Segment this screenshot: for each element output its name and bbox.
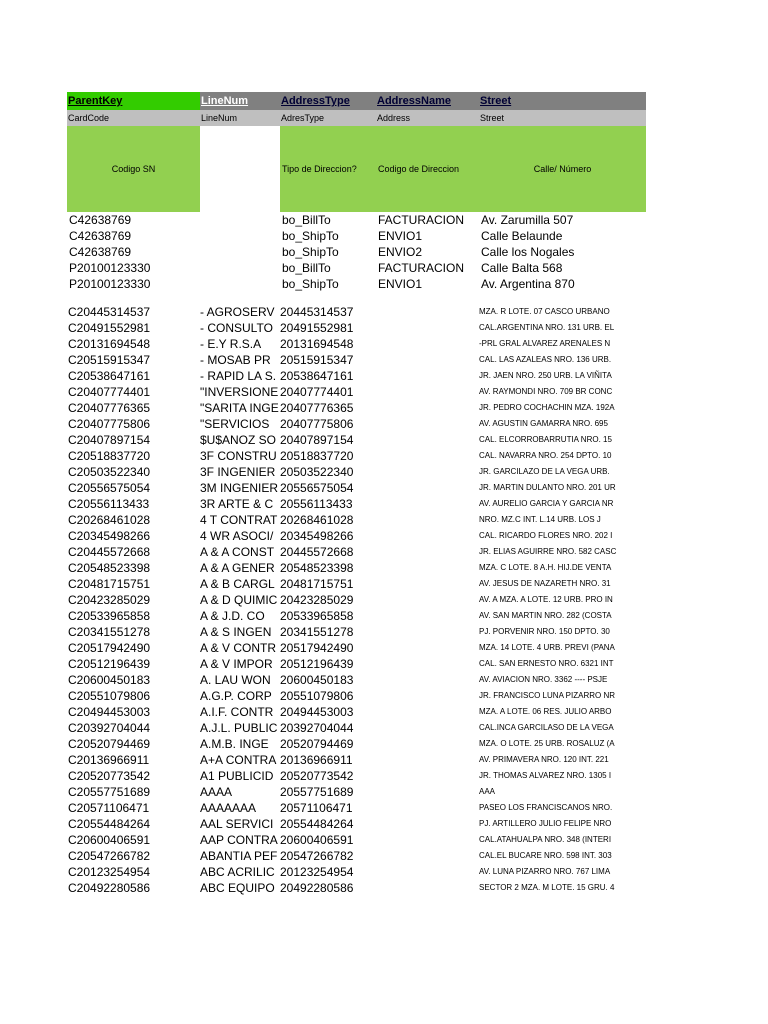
cell-ruc[interactable]: 20445314537 (280, 305, 354, 319)
cell-partner-name[interactable]: AAAAAAA (200, 801, 257, 815)
cell-cardcode[interactable]: C20554484264 (68, 817, 151, 831)
cell-street[interactable]: Av. Argentina 870 (481, 277, 575, 291)
cell-partner-name[interactable]: 4 T CONTRAT (200, 513, 278, 527)
cell-cardcode[interactable]: C20341551278 (68, 625, 151, 639)
cell-ruc[interactable]: 20557751689 (280, 785, 354, 799)
cell-addressname[interactable]: ENVIO1 (378, 277, 423, 291)
cell-ruc[interactable]: 20407897154 (280, 433, 354, 447)
cell-cardcode[interactable]: C20533965858 (68, 609, 151, 623)
cell-street[interactable]: CAL. RICARDO FLORES NRO. 202 I (479, 531, 613, 540)
cell-partner-name[interactable]: - MOSAB PR (200, 353, 271, 367)
address-rows (67, 212, 646, 292)
address-row (67, 276, 646, 292)
cell-partner-name[interactable]: A.I.F. CONTR (200, 705, 274, 719)
cell-street[interactable]: AV. AGUSTIN GAMARRA NRO. 695 (479, 419, 608, 428)
cell-cardcode[interactable]: C42638769 (69, 213, 132, 227)
table-row (67, 880, 646, 896)
cell-ruc[interactable]: 20503522340 (280, 465, 354, 479)
cell-cardcode[interactable]: C20445572668 (68, 545, 151, 559)
cell-partner-name[interactable]: AAL SERVICI (200, 817, 274, 831)
cell-street[interactable]: Calle Belaunde (481, 229, 563, 243)
table-row (67, 624, 646, 640)
address-row (67, 260, 646, 276)
cell-street[interactable]: PASEO LOS FRANCISCANOS NRO. (479, 803, 613, 812)
cell-cardcode[interactable]: C20517942490 (68, 641, 151, 655)
cell-ruc[interactable]: 20520773542 (280, 769, 354, 783)
cell-partner-name[interactable]: AAP CONTRA (200, 833, 278, 847)
table-row (67, 832, 646, 848)
header-parentkey[interactable]: ParentKey (67, 92, 200, 110)
table-row (67, 544, 646, 560)
table-row (67, 848, 646, 864)
cell-street[interactable]: CAL. ELCORROBARRUTIA NRO. 15 (479, 435, 612, 444)
cell-partner-name[interactable]: - RAPID LA S. (200, 369, 277, 383)
cell-ruc[interactable]: 20571106471 (280, 801, 353, 815)
cell-street[interactable]: CAL.ATAHUALPA NRO. 348 (INTERI (479, 835, 612, 844)
cell-addresstype[interactable]: bo_BillTo (282, 261, 331, 275)
cell-partner-name[interactable]: 4 WR ASOCI/ (200, 529, 274, 543)
cell-street[interactable]: -PRL GRAL ALVAREZ ARENALES N (479, 339, 611, 348)
cell-cardcode[interactable]: C20548523398 (68, 561, 151, 575)
table-row (67, 352, 646, 368)
cell-cardcode[interactable]: C20268461028 (68, 513, 151, 527)
cell-ruc[interactable]: 20136966911 (280, 753, 353, 767)
cell-partner-name[interactable]: $U$ANOZ SO (200, 433, 277, 447)
header-addresstype[interactable]: AddressType (281, 95, 350, 107)
cell-partner-name[interactable]: A.J.L. PUBLIC (200, 721, 278, 735)
cell-ruc[interactable]: 20517942490 (280, 641, 354, 655)
header2-street: Street (480, 113, 505, 123)
table-row (67, 464, 646, 480)
cell-street[interactable]: AV. RAYMONDI NRO. 709 BR CONC (479, 387, 613, 396)
table-row (67, 320, 646, 336)
cell-street[interactable]: AV. AURELIO GARCIA Y GARCIA NR (479, 499, 614, 508)
header2-adrestype: AdresType (281, 113, 325, 123)
table-row (67, 704, 646, 720)
cell-ruc[interactable]: 20547266782 (280, 849, 354, 863)
cell-cardcode[interactable]: C20503522340 (68, 465, 151, 479)
cell-cardcode[interactable]: C20345498266 (68, 529, 151, 543)
partner-list (67, 304, 646, 896)
cell-cardcode[interactable]: C20445314537 (68, 305, 151, 319)
header3-calle-numero: Calle/ Número (479, 126, 646, 212)
cell-cardcode[interactable]: C20571106471 (68, 801, 150, 815)
cell-street[interactable]: NRO. MZ.C INT. L.14 URB. LOS J (479, 515, 601, 524)
cell-ruc[interactable]: 20407776365 (280, 401, 354, 415)
table-row (67, 576, 646, 592)
table-row (67, 432, 646, 448)
cell-street[interactable]: CAL.EL BUCARE NRO. 598 INT. 303 (479, 851, 612, 860)
cell-street[interactable]: MZA. 14 LOTE. 4 URB. PREVI (PANA (479, 643, 615, 652)
cell-partner-name[interactable]: 3F INGENIER (200, 465, 276, 479)
cell-cardcode[interactable]: C20518837720 (68, 449, 151, 463)
cell-cardcode[interactable]: C20492280586 (68, 881, 151, 895)
table-row (67, 752, 646, 768)
cell-ruc[interactable]: 20600406591 (280, 833, 354, 847)
cell-ruc[interactable]: 20600450183 (280, 673, 354, 687)
cell-addresstype[interactable]: bo_ShipTo (282, 277, 339, 291)
cell-partner-name[interactable]: A & V IMPOR (200, 657, 273, 671)
table-row (67, 736, 646, 752)
cell-partner-name[interactable]: 3R ARTE & C (200, 497, 274, 511)
header-linenum[interactable]: LineNum (201, 95, 249, 107)
cell-addresstype[interactable]: bo_ShipTo (282, 229, 339, 243)
cell-cardcode[interactable]: C20512196439 (68, 657, 151, 671)
header-street[interactable]: Street (480, 95, 512, 107)
header-row-db-fields (67, 110, 646, 126)
cell-cardcode[interactable]: C20556575054 (68, 481, 151, 495)
cell-partner-name[interactable]: 3M INGENIER (200, 481, 279, 495)
table-row (67, 496, 646, 512)
cell-cardcode[interactable]: C20491552981 (68, 321, 151, 335)
cell-cardcode[interactable]: C20520794469 (68, 737, 151, 751)
cell-partner-name[interactable]: "SARITA INGE (200, 401, 279, 415)
cell-ruc[interactable]: 20520794469 (280, 737, 354, 751)
cell-cardcode[interactable]: P20100123330 (69, 277, 151, 291)
spreadsheet (67, 92, 646, 896)
cell-street[interactable]: MZA. A LOTE. 06 RES. JULIO ARBO (479, 707, 612, 716)
cell-partner-name[interactable]: ABC EQUIPO (200, 881, 275, 895)
cell-street[interactable]: SECTOR 2 MZA. M LOTE. 15 GRU. 4 (479, 883, 615, 892)
cell-cardcode[interactable]: C42638769 (69, 245, 132, 259)
cell-cardcode[interactable]: C20123254954 (68, 865, 151, 879)
cell-cardcode[interactable]: C20551079806 (68, 689, 151, 703)
address-row (67, 244, 646, 260)
cell-ruc[interactable]: 20494453003 (280, 705, 354, 719)
cell-addressname[interactable]: ENVIO2 (378, 245, 423, 259)
cell-addressname[interactable]: ENVIO1 (378, 229, 423, 243)
cell-partner-name[interactable]: - E.Y R.S.A (200, 337, 262, 351)
cell-street[interactable]: PJ. ARTILLERO JULIO FELIPE NRO (479, 819, 612, 828)
cell-street[interactable]: AV. AVIACION NRO. 3362 ---- PSJE (479, 675, 608, 684)
cell-ruc[interactable]: 20445572668 (280, 545, 354, 559)
cell-street[interactable]: AV. SAN MARTIN NRO. 282 (COSTA (479, 611, 612, 620)
cell-street[interactable]: CAL. SAN ERNESTO NRO. 6321 INT (479, 659, 614, 668)
table-row (67, 720, 646, 736)
cell-street[interactable]: JR. THOMAS ALVAREZ NRO. 1305 I (479, 771, 612, 780)
cell-cardcode[interactable]: C20600450183 (68, 673, 151, 687)
cell-ruc[interactable]: 20423285029 (280, 593, 354, 607)
cell-cardcode[interactable]: C20557751689 (68, 785, 151, 799)
table-row (67, 336, 646, 352)
cell-cardcode[interactable]: C20547266782 (68, 849, 151, 863)
table-row (67, 592, 646, 608)
cell-ruc[interactable]: 20407775806 (280, 417, 354, 431)
cell-ruc[interactable]: 20551079806 (280, 689, 354, 703)
cell-ruc[interactable]: 20533965858 (280, 609, 354, 623)
cell-ruc[interactable]: 20481715751 (280, 577, 354, 591)
cell-street[interactable]: Av. Zarumilla 507 (481, 213, 574, 227)
cell-ruc[interactable]: 20538647161 (280, 369, 354, 383)
cell-ruc[interactable]: 20123254954 (280, 865, 354, 879)
cell-street[interactable]: AV. A MZA. A LOTE. 12 URB. PRO IN (479, 595, 613, 604)
cell-addresstype[interactable]: bo_ShipTo (282, 245, 339, 259)
cell-street[interactable]: JR. MARTIN DULANTO NRO. 201 UR (479, 483, 616, 492)
cell-partner-name[interactable]: A & J.D. CO (200, 609, 265, 623)
table-row (67, 768, 646, 784)
table-row (67, 864, 646, 880)
header-addressname[interactable]: AddressName (377, 95, 451, 107)
cell-ruc[interactable]: 20268461028 (280, 513, 354, 527)
cell-ruc[interactable]: 20515915347 (280, 353, 354, 367)
cell-street[interactable]: AV. LUNA PIZARRO NRO. 767 LIMA (479, 867, 611, 876)
cell-addresstype[interactable]: bo_BillTo (282, 213, 331, 227)
cell-partner-name[interactable]: A.G.P. CORP (200, 689, 272, 703)
cell-street[interactable]: JR. FRANCISCO LUNA PIZARRO NR (479, 691, 616, 700)
table-row (67, 480, 646, 496)
cell-ruc[interactable]: 20345498266 (280, 529, 354, 543)
cell-cardcode[interactable]: C20407897154 (68, 433, 151, 447)
cell-partner-name[interactable]: A.M.B. INGE (200, 737, 269, 751)
cell-street[interactable]: JR. ELIAS AGUIRRE NRO. 582 CASC (479, 547, 617, 556)
table-row (67, 816, 646, 832)
table-row (67, 512, 646, 528)
table-row (67, 528, 646, 544)
cell-partner-name[interactable]: A+A CONTRA (200, 753, 277, 767)
cell-ruc[interactable]: 20491552981 (280, 321, 354, 335)
table-row (67, 608, 646, 624)
cell-street[interactable]: JR. PEDRO COCHACHIN MZA. 192A (479, 403, 615, 412)
cell-cardcode[interactable]: C20481715751 (68, 577, 151, 591)
cell-partner-name[interactable]: - AGROSERV (200, 305, 275, 319)
cell-cardcode[interactable]: C20600406591 (68, 833, 151, 847)
header-row-fields (67, 92, 646, 110)
cell-ruc[interactable]: 20341551278 (280, 625, 354, 639)
cell-addressname[interactable]: FACTURACION (378, 213, 465, 227)
address-row (67, 212, 646, 228)
cell-cardcode[interactable]: C20520773542 (68, 769, 151, 783)
address-row (67, 228, 646, 244)
cell-street[interactable]: AV. PRIMAVERA NRO. 120 INT. 221 (479, 755, 609, 764)
cell-partner-name[interactable]: A & A GENER (200, 561, 275, 575)
cell-partner-name[interactable]: A & V CONTR (200, 641, 277, 655)
cell-partner-name[interactable]: A & B CARGL (200, 577, 275, 591)
cell-ruc[interactable]: 20392704044 (280, 721, 354, 735)
cell-street[interactable]: Calle Balta 568 (481, 261, 563, 275)
cell-street[interactable]: AV. JESUS DE NAZARETH NRO. 31 (479, 579, 611, 588)
cell-cardcode[interactable]: C20136966911 (68, 753, 150, 767)
table-row (67, 688, 646, 704)
cell-cardcode[interactable]: C20556113433 (68, 497, 150, 511)
cell-street[interactable]: Calle los Nogales (481, 245, 575, 259)
cell-ruc[interactable]: 20492280586 (280, 881, 354, 895)
cell-street[interactable]: JR. GARCILAZO DE LA VEGA URB. (479, 467, 610, 476)
header2-linenum: LineNum (201, 113, 238, 123)
row-gap (67, 292, 646, 304)
cell-ruc[interactable]: 20556113433 (280, 497, 353, 511)
cell-street[interactable]: MZA. R LOTE. 07 CASCO URBANO (479, 307, 610, 316)
table-row (67, 416, 646, 432)
table-row (67, 304, 646, 320)
cell-partner-name[interactable]: 3F CONSTRU (200, 449, 277, 463)
cell-partner-name[interactable]: A. LAU WON (200, 673, 271, 687)
cell-ruc[interactable]: 20512196439 (280, 657, 354, 671)
header3-tipo-direccion: Tipo de Direccion? (280, 126, 376, 212)
cell-ruc[interactable]: 20548523398 (280, 561, 354, 575)
table-row (67, 640, 646, 656)
cell-street[interactable]: CAL. NAVARRA NRO. 254 DPTO. 10 (479, 451, 612, 460)
table-row (67, 560, 646, 576)
cell-cardcode[interactable]: P20100123330 (69, 261, 151, 275)
cell-cardcode[interactable]: C20494453003 (68, 705, 151, 719)
cell-cardcode[interactable]: C42638769 (69, 229, 132, 243)
cell-partner-name[interactable]: A & D QUIMIC (200, 593, 278, 607)
header2-address: Address (377, 113, 411, 123)
cell-cardcode[interactable]: C20407776365 (68, 401, 151, 415)
header3-codigo-direccion: Codigo de Direccion (376, 126, 479, 212)
header3-codigo-sn: Codigo SN (67, 126, 200, 212)
cell-partner-name[interactable]: A & A CONST (200, 545, 275, 559)
cell-cardcode[interactable]: C20515915347 (68, 353, 151, 367)
cell-partner-name[interactable]: "SERVICIOS (200, 417, 270, 431)
cell-street[interactable]: PJ. PORVENIR NRO. 150 DPTO. 30 (479, 627, 610, 636)
cell-addressname[interactable]: FACTURACION (378, 261, 465, 275)
header3-blank (200, 126, 280, 212)
cell-ruc[interactable]: 20407774401 (280, 385, 354, 399)
cell-cardcode[interactable]: C20423285029 (68, 593, 151, 607)
cell-street[interactable]: JR. JAEN NRO. 250 URB. LA VIÑITA (479, 371, 612, 380)
table-row (67, 672, 646, 688)
cell-street[interactable]: CAL.ARGENTINA NRO. 131 URB. EL (479, 323, 615, 332)
cell-street[interactable]: MZA. C LOTE. 8 A.H. HIJ.DE VENTA (479, 563, 612, 572)
cell-partner-name[interactable]: A1 PUBLICID (200, 769, 274, 783)
header-row-descriptions (67, 126, 646, 212)
cell-street[interactable]: AAA (479, 787, 496, 796)
table-row (67, 800, 646, 816)
table-row (67, 400, 646, 416)
cell-partner-name[interactable]: ABANTIA PEF (200, 849, 278, 863)
cell-cardcode[interactable]: C20407775806 (68, 417, 151, 431)
header2-cardcode: CardCode (68, 113, 110, 123)
cell-partner-name[interactable]: ABC ACRILIC (200, 865, 275, 879)
cell-ruc[interactable]: 20131694548 (280, 337, 354, 351)
table-row (67, 448, 646, 464)
table-row (67, 656, 646, 672)
table-row (67, 784, 646, 800)
table-row (67, 368, 646, 384)
cell-cardcode[interactable]: C20538647161 (68, 369, 151, 383)
cell-partner-name[interactable]: A & S INGEN (200, 625, 272, 639)
cell-street[interactable]: CAL.INCA GARCILASO DE LA VEGA (479, 723, 614, 732)
cell-partner-name[interactable]: "INVERSIONE (200, 385, 279, 399)
cell-ruc[interactable]: 20518837720 (280, 449, 354, 463)
cell-street[interactable]: MZA. O LOTE. 25 URB. ROSALUZ (A (479, 739, 615, 748)
cell-street[interactable]: CAL. LAS AZALEAS NRO. 136 URB. (479, 355, 612, 364)
table-row (67, 384, 646, 400)
cell-ruc[interactable]: 20554484264 (280, 817, 354, 831)
cell-ruc[interactable]: 20556575054 (280, 481, 354, 495)
cell-cardcode[interactable]: C20407774401 (68, 385, 151, 399)
cell-partner-name[interactable]: AAAA (200, 785, 233, 799)
cell-partner-name[interactable]: - CONSULTO (200, 321, 273, 335)
cell-cardcode[interactable]: C20131694548 (68, 337, 151, 351)
cell-cardcode[interactable]: C20392704044 (68, 721, 151, 735)
